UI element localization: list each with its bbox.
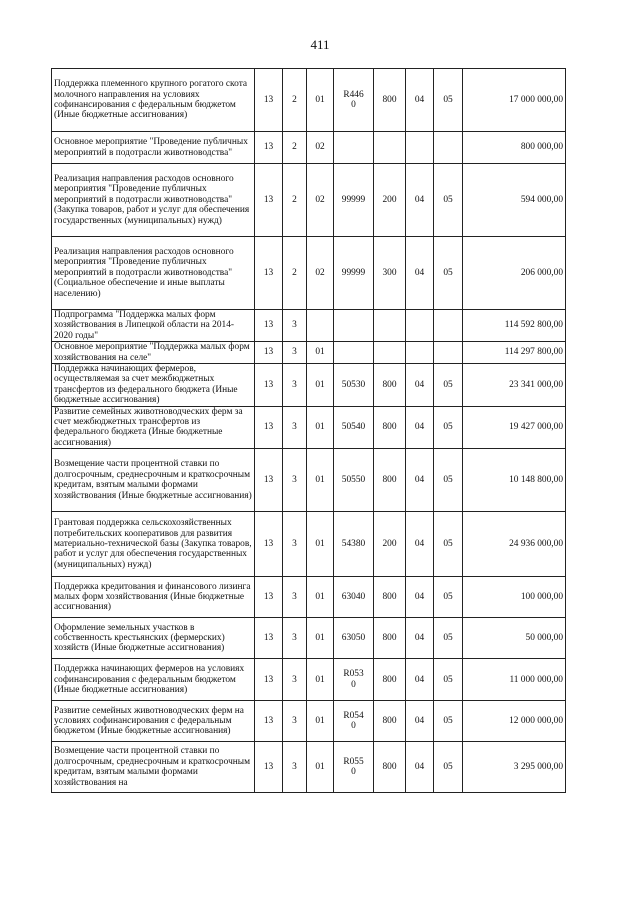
cell-code-expense: 800 <box>374 364 406 407</box>
cell-amount: 100 000,00 <box>463 577 566 618</box>
cell-code-sub: 3 <box>283 618 307 659</box>
cell-amount: 19 427 000,00 <box>463 406 566 449</box>
cell-code-sub: 3 <box>283 406 307 449</box>
row-description: Поддержка кредитования и финансового лизинга малых форм хозяйствования (Иные бюджетные ассигнования) <box>52 577 255 618</box>
cell-code-subsection: 05 <box>434 618 463 659</box>
cell-code-expense <box>374 310 406 342</box>
cell-code-section <box>406 132 434 164</box>
cell-code-section: 04 <box>406 237 434 310</box>
cell-code-13: 13 <box>255 364 283 407</box>
cell-code-main: 02 <box>307 237 334 310</box>
cell-code-main: 02 <box>307 164 334 237</box>
cell-code-main: 01 <box>307 659 334 701</box>
cell-code-subsection: 05 <box>434 659 463 701</box>
cell-amount: 50 000,00 <box>463 618 566 659</box>
row-description: Развитие семейных животноводческих ферм за счет межбюджетных трансфертов из федерального бюджета (Иные бюджетные ассигнования) <box>52 406 255 449</box>
cell-code-expense <box>374 342 406 364</box>
cell-code-subsection: 05 <box>434 406 463 449</box>
table-row <box>52 342 566 364</box>
cell-code-expense: 200 <box>374 164 406 237</box>
cell-code-main: 01 <box>307 449 334 512</box>
table-row <box>52 512 566 577</box>
cell-code-expense: 800 <box>374 742 406 793</box>
cell-amount: 3 295 000,00 <box>463 742 566 793</box>
cell-code-target: 99999 <box>334 237 374 310</box>
cell-code-sub: 3 <box>283 512 307 577</box>
cell-code-section: 04 <box>406 577 434 618</box>
cell-code-expense: 800 <box>374 449 406 512</box>
table-row <box>52 164 566 237</box>
cell-code-13: 13 <box>255 310 283 342</box>
cell-code-section: 04 <box>406 406 434 449</box>
cell-code-target: 50530 <box>334 364 374 407</box>
cell-code-target: R054 0 <box>334 701 374 742</box>
cell-code-target: 50550 <box>334 449 374 512</box>
cell-code-13: 13 <box>255 164 283 237</box>
cell-code-sub: 2 <box>283 69 307 132</box>
cell-code-subsection: 05 <box>434 449 463 512</box>
cell-amount: 10 148 800,00 <box>463 449 566 512</box>
cell-code-13: 13 <box>255 701 283 742</box>
cell-amount: 114 297 800,00 <box>463 342 566 364</box>
cell-code-target: R446 0 <box>334 69 374 132</box>
cell-code-target: 50540 <box>334 406 374 449</box>
cell-code-expense: 200 <box>374 512 406 577</box>
cell-code-target: R053 0 <box>334 659 374 701</box>
row-description: Возмещение части процентной ставки по долгосрочным, среднесрочным и краткосрочным кредитам, взятым малыми формами хозяйствования (Иные бюджетные ассигнования) <box>52 449 255 512</box>
cell-amount: 17 000 000,00 <box>463 69 566 132</box>
table-row <box>52 132 566 164</box>
budget-table <box>51 68 566 793</box>
cell-code-sub: 3 <box>283 701 307 742</box>
cell-code-expense: 800 <box>374 618 406 659</box>
cell-code-subsection: 05 <box>434 164 463 237</box>
cell-code-sub: 3 <box>283 742 307 793</box>
cell-code-sub: 2 <box>283 237 307 310</box>
cell-code-section: 04 <box>406 164 434 237</box>
cell-code-subsection <box>434 132 463 164</box>
cell-code-main: 01 <box>307 701 334 742</box>
cell-code-target <box>334 342 374 364</box>
table-row <box>52 618 566 659</box>
cell-code-13: 13 <box>255 132 283 164</box>
cell-code-subsection: 05 <box>434 577 463 618</box>
row-description: Поддержка племенного крупного рогатого скота молочного направления на условиях софинансирования с федеральным бюджетом (Иные бюджетные ассигнования) <box>52 69 255 132</box>
cell-code-subsection: 05 <box>434 364 463 407</box>
cell-code-target: 63050 <box>334 618 374 659</box>
cell-amount: 23 341 000,00 <box>463 364 566 407</box>
table-row <box>52 69 566 132</box>
cell-code-13: 13 <box>255 342 283 364</box>
cell-code-expense: 300 <box>374 237 406 310</box>
cell-code-target: 99999 <box>334 164 374 237</box>
row-description: Реализация направления расходов основного мероприятия "Проведение публичных мероприятий в подотрасли животноводства" (Социальное обеспечение и иные выплаты населению) <box>52 237 255 310</box>
row-description: Развитие семейных животноводческих ферм на условиях софинансирования с федеральным бюджетом (Иные бюджетные ассигнования) <box>52 701 255 742</box>
row-description: Основное мероприятие "Проведение публичных мероприятий в подотрасли животноводства" <box>52 132 255 164</box>
cell-amount: 12 000 000,00 <box>463 701 566 742</box>
cell-code-sub: 3 <box>283 449 307 512</box>
cell-code-subsection <box>434 310 463 342</box>
cell-amount: 206 000,00 <box>463 237 566 310</box>
table-row <box>52 701 566 742</box>
cell-code-section: 04 <box>406 618 434 659</box>
cell-code-section: 04 <box>406 449 434 512</box>
cell-code-target <box>334 310 374 342</box>
cell-code-13: 13 <box>255 618 283 659</box>
cell-code-expense: 800 <box>374 577 406 618</box>
cell-code-subsection: 05 <box>434 701 463 742</box>
cell-code-13: 13 <box>255 742 283 793</box>
cell-code-sub: 3 <box>283 364 307 407</box>
row-description: Основное мероприятие "Поддержка малых форм хозяйствования на селе" <box>52 342 255 364</box>
cell-code-section <box>406 342 434 364</box>
cell-code-sub: 2 <box>283 132 307 164</box>
cell-code-13: 13 <box>255 237 283 310</box>
table-row <box>52 406 566 449</box>
cell-code-subsection: 05 <box>434 512 463 577</box>
cell-code-main: 01 <box>307 512 334 577</box>
table-row <box>52 310 566 342</box>
cell-code-sub: 2 <box>283 164 307 237</box>
table-row <box>52 364 566 407</box>
cell-code-expense <box>374 132 406 164</box>
cell-code-subsection: 05 <box>434 237 463 310</box>
cell-code-target: 63040 <box>334 577 374 618</box>
row-description: Грантовая поддержка сельскохозяйственных потребительских кооперативов для развития материально-технической базы (Закупка товаров, работ и услуг для обеспечения государственных (муниципальных) нужд) <box>52 512 255 577</box>
table-row <box>52 449 566 512</box>
cell-code-subsection: 05 <box>434 742 463 793</box>
cell-code-13: 13 <box>255 577 283 618</box>
cell-code-13: 13 <box>255 659 283 701</box>
cell-code-13: 13 <box>255 449 283 512</box>
cell-code-main: 01 <box>307 742 334 793</box>
cell-code-section: 04 <box>406 364 434 407</box>
cell-code-sub: 3 <box>283 577 307 618</box>
cell-code-expense: 800 <box>374 406 406 449</box>
cell-code-main: 01 <box>307 577 334 618</box>
cell-code-main: 01 <box>307 364 334 407</box>
cell-code-section: 04 <box>406 701 434 742</box>
cell-amount: 800 000,00 <box>463 132 566 164</box>
row-description: Реализация направления расходов основного мероприятия "Проведение публичных мероприятий в подотрасли животноводства" (Закупка товаров, работ и услуг для обеспечения государственных (муниципальных) нужд) <box>52 164 255 237</box>
page-number: 411 <box>310 37 330 52</box>
row-description: Оформление земельных участков в собственность крестьянских (фермерских) хозяйств (Иные бюджетные ассигнования) <box>52 618 255 659</box>
cell-amount: 24 936 000,00 <box>463 512 566 577</box>
cell-code-main: 01 <box>307 342 334 364</box>
cell-code-main: 01 <box>307 618 334 659</box>
cell-amount: 114 592 800,00 <box>463 310 566 342</box>
cell-code-section: 04 <box>406 742 434 793</box>
table-row <box>52 742 566 793</box>
cell-code-target <box>334 132 374 164</box>
cell-code-section: 04 <box>406 69 434 132</box>
cell-code-sub: 3 <box>283 659 307 701</box>
cell-code-main <box>307 310 334 342</box>
table-row <box>52 237 566 310</box>
cell-code-expense: 800 <box>374 659 406 701</box>
cell-code-main: 01 <box>307 69 334 132</box>
cell-code-sub: 3 <box>283 342 307 364</box>
cell-code-target: 54380 <box>334 512 374 577</box>
cell-code-main: 02 <box>307 132 334 164</box>
cell-code-13: 13 <box>255 512 283 577</box>
table-row <box>52 659 566 701</box>
row-description: Подпрограмма "Поддержка малых форм хозяйствования в Липецкой области на 2014-2020 годы" <box>52 310 255 342</box>
cell-code-expense: 800 <box>374 69 406 132</box>
cell-amount: 594 000,00 <box>463 164 566 237</box>
cell-code-section: 04 <box>406 512 434 577</box>
cell-code-13: 13 <box>255 406 283 449</box>
cell-code-section <box>406 310 434 342</box>
cell-code-sub: 3 <box>283 310 307 342</box>
row-description: Поддержка начинающих фермеров на условиях софинансирования с федеральным бюджетом (Иные бюджетные ассигнования) <box>52 659 255 701</box>
cell-amount: 11 000 000,00 <box>463 659 566 701</box>
cell-code-13: 13 <box>255 69 283 132</box>
cell-code-expense: 800 <box>374 701 406 742</box>
row-description: Поддержка начинающих фермеров, осуществляемая за счет межбюджетных трансфертов из федерального бюджета (Иные бюджетные ассигнования) <box>52 364 255 407</box>
row-description: Возмещение части процентной ставки по долгосрочным, среднесрочным и краткосрочным кредитам, взятым малыми формами хозяйствования на <box>52 742 255 793</box>
cell-code-main: 01 <box>307 406 334 449</box>
cell-code-subsection <box>434 342 463 364</box>
cell-code-section: 04 <box>406 659 434 701</box>
cell-code-target: R055 0 <box>334 742 374 793</box>
table-row <box>52 577 566 618</box>
cell-code-subsection: 05 <box>434 69 463 132</box>
